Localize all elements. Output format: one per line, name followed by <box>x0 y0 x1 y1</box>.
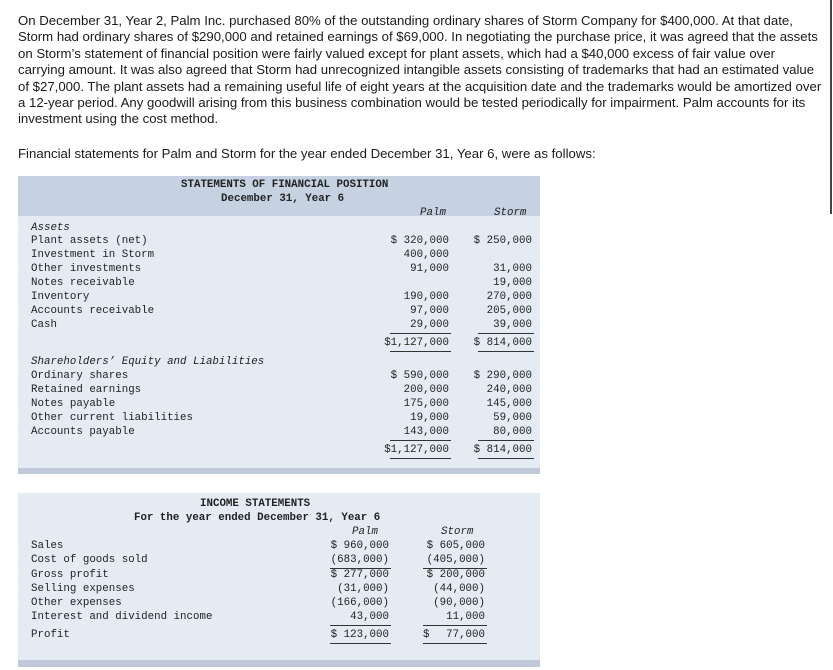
palm-value: 190,000 <box>403 291 449 303</box>
assets-heading: Assets <box>31 222 70 234</box>
row-label: Plant assets (net) <box>31 235 148 247</box>
problem-intro: On December 31, Year 2, Palm Inc. purchased 80% of the outstanding ordinary shares of Storm Company for $400,000. At that date, Storm had ordinary shares of $290,000 and retained earnings of $69,000. In negotiating the purchase price, it was agreed that the assets on Storm’s statement of financial position were fairly valued except for plant assets, which had a $40,000 excess of fair value over carrying amount. It was also agreed that Storm had unrecognized intangible assets consisting of trademarks that had an estimated value of $27,000. The plant assets had a remaining useful life of eight years at the acquisition date and the trademarks would be amortized over a 12-year period. Any goodwill arising from this business combination would be tested periodically for impairment. Palm accounts for its investment using the cost method. <box>18 13 822 127</box>
storm-value: 19,000 <box>493 277 532 289</box>
total-rule <box>390 458 451 459</box>
palm-value: (683,000) <box>330 554 389 566</box>
row-label: Cost of goods sold <box>31 554 148 566</box>
assets-total-palm: $1,127,000 <box>384 337 449 349</box>
storm-value: 270,000 <box>486 291 532 303</box>
row-label: Investment in Storm <box>31 249 155 261</box>
total-rule <box>330 643 391 644</box>
row-label: Notes payable <box>31 398 116 410</box>
row-label: Other expenses <box>31 597 122 609</box>
row-label: Sales <box>31 540 64 552</box>
storm-value: $ 200,000 <box>426 569 485 581</box>
row-label: Gross profit <box>31 569 109 581</box>
sfp-date: December 31, Year 6 <box>221 193 345 205</box>
storm-value: 80,000 <box>493 426 532 438</box>
is-period: For the year ended December 31, Year 6 <box>134 512 381 524</box>
palm-value: 175,000 <box>403 398 449 410</box>
is-col-storm: Storm <box>441 526 474 538</box>
storm-value: 31,000 <box>493 263 532 275</box>
storm-value: 11,000 <box>446 611 485 623</box>
storm-value: 205,000 <box>486 305 532 317</box>
assets-total-storm: $ 814,000 <box>473 337 532 349</box>
income-table <box>18 493 540 667</box>
palm-value: $ 590,000 <box>390 370 449 382</box>
total-rule <box>478 351 534 352</box>
storm-value: (44,000) <box>433 583 485 595</box>
row-label: Other investments <box>31 263 142 275</box>
row-label: Retained earnings <box>31 384 142 396</box>
row-label: Selling expenses <box>31 583 135 595</box>
palm-value: 43,000 <box>350 611 389 623</box>
scrollbar[interactable] <box>830 0 832 214</box>
row-label: Accounts receivable <box>31 305 155 317</box>
palm-value: 400,000 <box>403 249 449 261</box>
row-label: Other current liabilities <box>31 412 193 424</box>
subtotal-rule <box>478 440 534 441</box>
sfp-col-palm: Palm <box>420 207 446 219</box>
palm-value: (31,000) <box>337 583 389 595</box>
storm-value: 59,000 <box>493 412 532 424</box>
sfp-col-storm: Storm <box>494 207 527 219</box>
palm-value: $ 320,000 <box>390 235 449 247</box>
total-rule <box>478 458 534 459</box>
row-label: Inventory <box>31 291 90 303</box>
palm-value: $ 277,000 <box>330 569 389 581</box>
subtotal-rule <box>390 333 451 334</box>
storm-value: 145,000 <box>486 398 532 410</box>
storm-value: (405,000) <box>426 554 485 566</box>
subtotal-rule <box>330 625 391 626</box>
palm-value: 200,000 <box>403 384 449 396</box>
row-label: Ordinary shares <box>31 370 129 382</box>
total-rule <box>390 351 451 352</box>
row-label: Accounts payable <box>31 426 135 438</box>
storm-value: $ 605,000 <box>426 540 485 552</box>
equity-total-storm: $ 814,000 <box>473 444 532 456</box>
storm-value: 240,000 <box>486 384 532 396</box>
subtotal-rule <box>390 440 451 441</box>
row-label: Cash <box>31 319 57 331</box>
storm-value: (90,000) <box>433 597 485 609</box>
storm-value: $ 290,000 <box>473 370 532 382</box>
row-label: Notes receivable <box>31 277 135 289</box>
palm-value: 29,000 <box>410 319 449 331</box>
subtotal-rule <box>423 625 487 626</box>
palm-value: 97,000 <box>410 305 449 317</box>
is-title: INCOME STATEMENTS <box>200 498 311 510</box>
palm-value: $ 123,000 <box>330 629 389 641</box>
total-rule <box>423 643 487 644</box>
equity-heading: Shareholders’ Equity and Liabilities <box>31 356 265 368</box>
equity-total-palm: $1,127,000 <box>384 444 449 456</box>
subtotal-rule <box>478 333 534 334</box>
storm-currency: $ <box>423 629 430 641</box>
problem-subheading: Financial statements for Palm and Storm for the year ended December 31, Year 6, were as follows: <box>18 146 596 161</box>
palm-value: $ 960,000 <box>330 540 389 552</box>
sfp-title: STATEMENTS OF FINANCIAL POSITION <box>181 179 389 191</box>
sfp-table <box>18 176 540 474</box>
palm-value: 19,000 <box>410 412 449 424</box>
storm-value: 77,000 <box>446 629 485 641</box>
sfp-table-footer <box>18 468 540 474</box>
palm-value: (166,000) <box>330 597 389 609</box>
income-table-footer <box>18 660 540 667</box>
palm-value: 91,000 <box>410 263 449 275</box>
storm-value: $ 250,000 <box>473 235 532 247</box>
is-col-palm: Palm <box>352 526 378 538</box>
storm-value: 39,000 <box>493 319 532 331</box>
palm-value: 143,000 <box>403 426 449 438</box>
row-label: Interest and dividend income <box>31 611 213 623</box>
row-label: Profit <box>31 629 70 641</box>
